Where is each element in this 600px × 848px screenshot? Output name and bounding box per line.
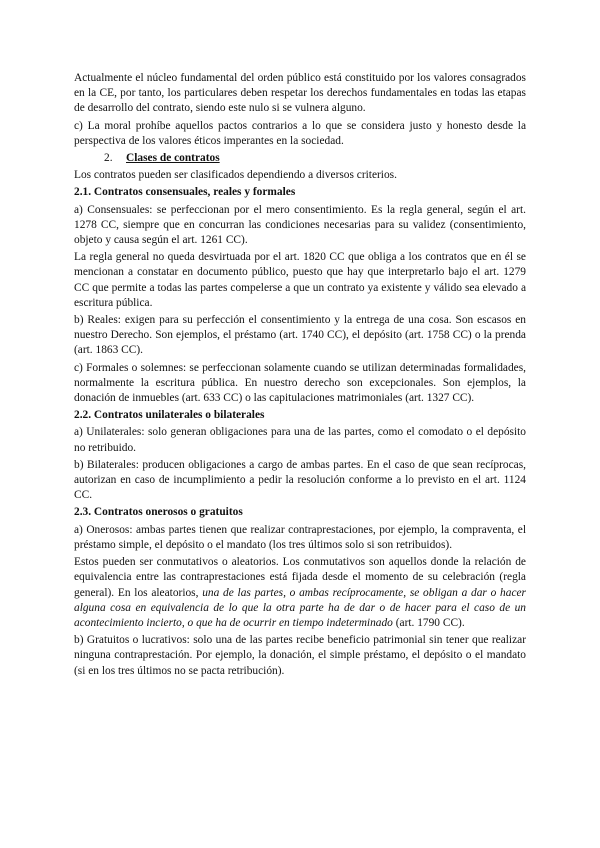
paragraph-consensual: a) Consensuales: se perfeccionan por el mero consentimiento. Es la regla general, según el art. 1278 CC, siempre que en concurran las condiciones necesarias para su validez (consentimiento, objeto y causa según el art. 1261 CC).: [74, 203, 526, 247]
document-page: [74, 71, 526, 681]
italic-quote: una de las partes, o ambas recíprocamente, se obligan a dar o hacer alguna cosa en equivalencia de lo que la otra parte ha de dar o de hacer para el caso de un acontecimiento incierto, o que ha de ocurrir en tiempo indeterminado: [74, 586, 526, 629]
text-run: Estos pueden ser conmutativos o aleatorios. Los conmutativos son aquellos donde la relación de equivalencia entre las contraprestaciones está fijada desde el momento de su celebración (regla general). En los aleatorios,: [74, 556, 526, 599]
section-heading-text: Clases de contratos: [126, 152, 220, 165]
paragraph-general-rule: La regla general no queda desvirtuada por el art. 1820 CC que obliga a los contratos que en él se mencionan a constatar en documento público, puesto que hay que interpretarlo bajo el art. 1279 CC que permite a todas las partes compelerse a que un contrato ya existente y válido sea elevado a escritura pública.: [74, 251, 526, 309]
subsection-title-2-3: 2.3. Contratos onerosos o gratuitos: [74, 506, 243, 519]
paragraph-formal-contracts: c) Formales o solemnes: se perfeccionan solamente cuando se utilizan determinadas formalidades, normalmente la escritura pública. En nuestro derecho son excepcionales. Son ejemplos, la donación de inmuebles (art. 633 CC) o las capitulaciones matrimoniales (art. 1327 CC).: [74, 361, 526, 405]
paragraph-bilateral: b) Bilaterales: producen obligaciones a cargo de ambas partes. En el caso de que sean recíprocas, autorizan en caso de incumplimiento a pedir la resolución conforme a lo previsto en el art. 1124 CC.: [74, 458, 526, 502]
subsection-title-2-1: 2.1. Contratos consensuales, reales y formales: [74, 186, 296, 199]
paragraph-commutative-aleatory: [74, 555, 526, 631]
paragraph-gratuitous: b) Gratuitos o lucrativos: solo una de las partes recibe beneficio patrimonial sin tener que realizar ninguna contraprestación. Por ejemplo, la donación, el simple préstamo, el depósito o el mandato (si en los tres últimos no se pacta retribución).: [74, 634, 526, 677]
list-number: 2.: [104, 152, 113, 165]
paragraph-unilateral: a) Unilaterales: solo generan obligaciones para una de las partes, como el comodato o el depósito no retribuido.: [74, 426, 526, 454]
paragraph-morality: c) La moral prohíbe aquellos pactos contrarios a lo que se considera justo y honesto desde la perspectiva de los valores éticos imperantes en la sociedad.: [74, 119, 526, 147]
section-heading-contract-classes: [74, 151, 526, 166]
paragraph-classes-intro: Los contratos pueden ser clasificados dependiendo a diversos criterios.: [74, 169, 397, 182]
subsection-title-2-2: 2.2. Contratos unilaterales o bilaterales: [74, 409, 265, 422]
text-run: (art. 1790 CC).: [392, 616, 465, 629]
paragraph-onerous: a) Onerosos: ambas partes tienen que realizar contraprestaciones, por ejemplo, la compraventa, el préstamo simple, el depósito o el mandato (los tres últimos solo si son retribuidos).: [74, 523, 526, 551]
paragraph-public-order: Actualmente el núcleo fundamental del orden público está constituido por los valores consagrados en la CE, por tanto, los particulares deben respetar los derechos fundamentales en todas las etapas de desarrollo del contrato, siendo este nulo si se vulnera alguno.: [74, 72, 526, 115]
paragraph-real-contracts: b) Reales: exigen para su perfección el consentimiento y la entrega de una cosa. Son escasos en nuestro Derecho. Son ejemplos, el préstamo (art. 1740 CC), el depósito (art. 1758 CC) o la prenda (art. 1863 CC).: [74, 314, 526, 357]
